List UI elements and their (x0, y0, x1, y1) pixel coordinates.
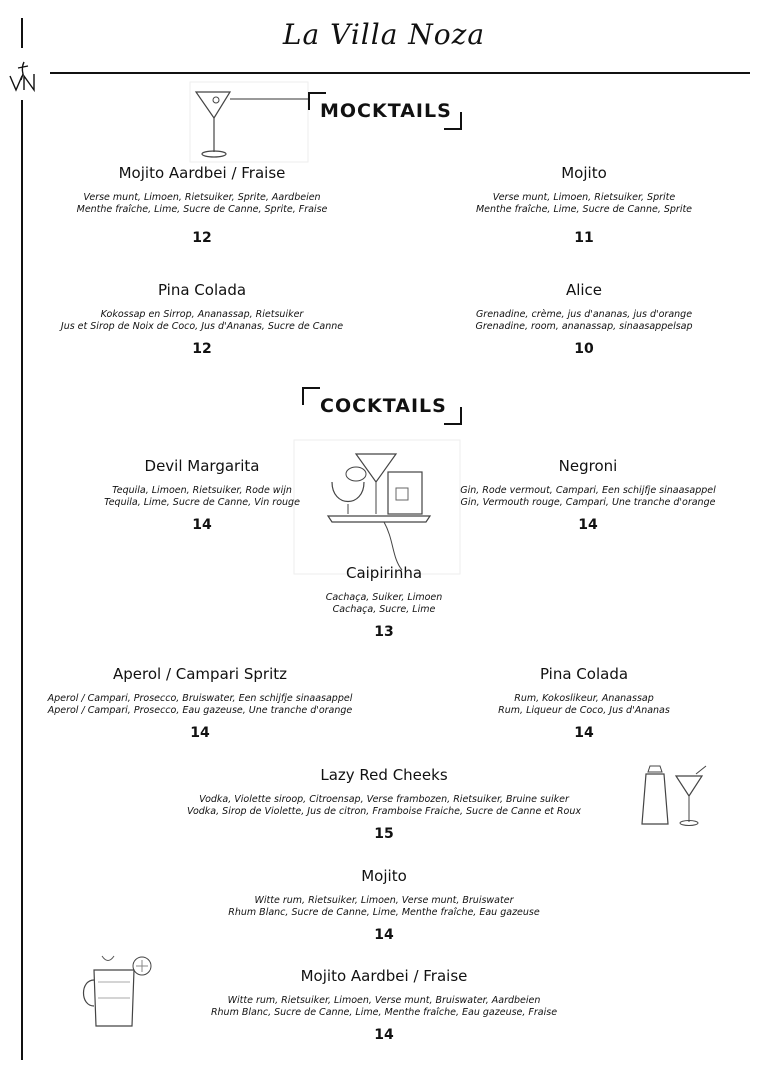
item-name: Negroni (558, 457, 618, 475)
item-desc-nl: Grenadine, crème, jus d'ananas, jus d'orange (475, 309, 693, 320)
menu-item-devil-margarita (52, 457, 352, 533)
item-desc-nl: Gin, Rode vermout, Campari, Een schijfje sinaasappel (460, 485, 716, 496)
item-desc-fr: Rhum Blanc, Sucre de Canne, Lime, Menthe fraîche, Eau gazeuse, Fraise (210, 1007, 558, 1018)
item-desc-fr: Menthe fraîche, Lime, Sucre de Canne, Sprite (475, 204, 693, 215)
menu-item-negroni (438, 457, 738, 533)
menu-item-aperol-spritz (30, 665, 370, 741)
restaurant-name: La Villa Noza (282, 18, 486, 51)
item-desc-nl: Tequila, Limoen, Rietsuiker, Rode wijn (112, 485, 292, 496)
martini-glass-icon (190, 82, 308, 162)
item-name: Devil Margarita (144, 457, 260, 475)
item-name: Caipirinha (345, 564, 423, 582)
item-desc-fr: Rum, Liqueur de Coco, Jus d'Ananas (498, 705, 670, 716)
menu-item-mojito-aardbei (52, 164, 352, 246)
item-name: Pina Colada (157, 281, 247, 299)
item-name: Mojito (561, 164, 607, 182)
item-price: 14 (374, 1027, 394, 1043)
cocktails-bracket-left (302, 387, 320, 405)
item-price: 14 (192, 517, 212, 533)
item-desc-nl: Aperol / Campari, Prosecco, Bruiswater, Een schijfje sinaasappel (47, 693, 353, 704)
item-price: 12 (192, 341, 212, 357)
item-desc-fr: Gin, Vermouth rouge, Campari, Une tranche d'orange (460, 497, 716, 508)
item-name: Alice (565, 281, 603, 299)
item-desc-fr: Cachaça, Sucre, Lime (332, 604, 436, 615)
item-name: Aperol / Campari Spritz (112, 665, 287, 683)
item-desc-fr: Vodka, Sirop de Violette, Jus de citron, Framboise Fraiche, Sucre de Canne et Roux (187, 806, 581, 817)
item-desc-nl: Witte rum, Rietsuiker, Limoen, Verse munt, Bruiswater (254, 895, 514, 906)
item-desc-nl: Witte rum, Rietsuiker, Limoen, Verse munt, Bruiswater, Aardbeien (227, 995, 541, 1006)
item-price: 15 (374, 826, 394, 842)
item-name: Lazy Red Cheeks (320, 766, 448, 784)
item-price: 13 (374, 624, 394, 640)
item-desc-nl: Cachaça, Suiker, Limoen (325, 592, 443, 603)
item-desc-nl: Verse munt, Limoen, Rietsuiker, Sprite, Aardbeien (83, 192, 321, 203)
item-name: Mojito (361, 867, 407, 885)
menu-item-mojito-aardbei-cocktail (184, 967, 584, 1043)
cocktails-heading: COCKTAILS (320, 395, 447, 417)
item-desc-nl: Verse munt, Limoen, Rietsuiker, Sprite (492, 192, 676, 203)
mocktails-heading: MOCKTAILS (320, 100, 452, 122)
item-desc-fr: Rhum Blanc, Sucre de Canne, Lime, Menthe fraîche, Eau gazeuse (228, 907, 540, 918)
menu-item-mojito-cocktail (184, 867, 584, 943)
left-rule (21, 100, 23, 1060)
item-price: 10 (574, 341, 594, 357)
menu-item-lazy-red-cheeks (164, 766, 604, 842)
item-name: Pina Colada (539, 665, 629, 683)
item-name: Mojito Aardbei / Fraise (300, 967, 468, 985)
item-price: 14 (190, 725, 210, 741)
item-desc-fr: Aperol / Campari, Prosecco, Eau gazeuse, Une tranche d'orange (47, 705, 353, 716)
item-desc-fr: Menthe fraîche, Lime, Sucre de Canne, Sprite, Fraise (76, 204, 328, 215)
item-price: 14 (574, 725, 594, 741)
item-price: 12 (192, 230, 212, 246)
item-desc-fr: Jus et Sirop de Noix de Coco, Jus d'Ananas, Sucre de Canne (60, 321, 344, 332)
shaker-icon (640, 760, 716, 828)
menu-item-alice (434, 281, 734, 357)
item-price: 11 (574, 230, 594, 246)
item-desc-fr: Grenadine, room, ananassap, sinaasappelsap (475, 321, 693, 332)
cocktails-bracket-right (444, 407, 462, 425)
item-desc-nl: Rum, Kokoslikeur, Ananassap (514, 693, 654, 704)
item-desc-nl: Kokossap en Sirrop, Ananassap, Rietsuiker (100, 309, 304, 320)
item-desc-fr: Tequila, Lime, Sucre de Canne, Vin rouge (104, 497, 300, 508)
item-price: 14 (374, 927, 394, 943)
item-desc-nl: Vodka, Violette siroop, Citroensap, Verse frambozen, Rietsuiker, Bruine suiker (199, 794, 569, 805)
menu-item-mojito (434, 164, 734, 246)
item-price: 14 (578, 517, 598, 533)
menu-item-caipirinha (234, 564, 534, 640)
mule-mug-icon (76, 952, 156, 1032)
header-rule (50, 72, 750, 74)
item-name: Mojito Aardbei / Fraise (118, 164, 286, 182)
monogram-logo (6, 60, 42, 96)
menu-item-pina-colada-cocktail (434, 665, 734, 741)
mocktails-bracket-right (444, 112, 462, 130)
menu-item-pina-colada (42, 281, 362, 357)
